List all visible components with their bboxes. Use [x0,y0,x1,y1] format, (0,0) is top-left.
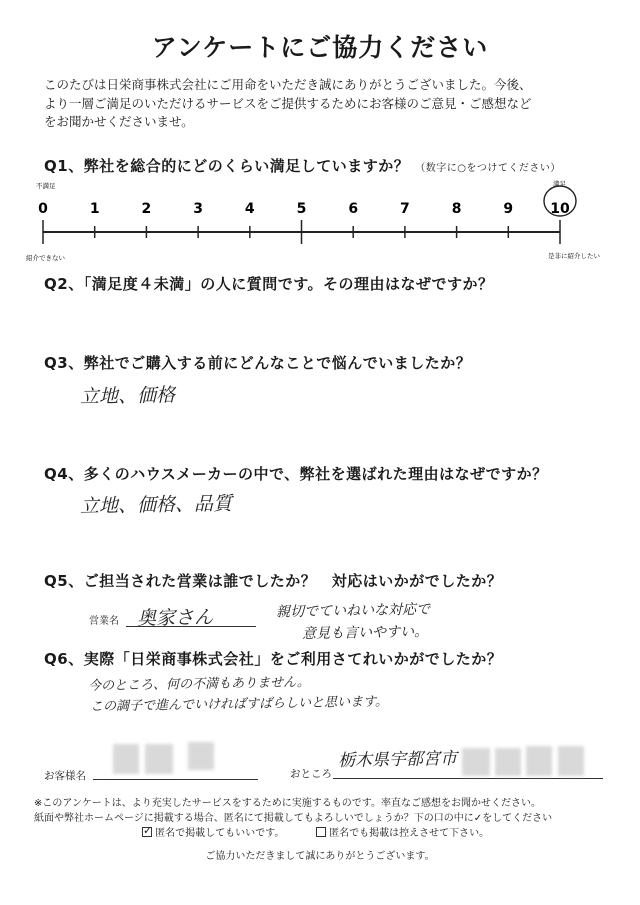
scale-number-0[interactable]: 0 [38,201,48,217]
scale-right-top-label: 満足 [553,180,566,188]
address-underline [333,778,603,779]
scale-number-9[interactable]: 9 [503,201,514,217]
page-title: アンケートにご協力ください [151,33,489,62]
question-3: Q3、弊社でご購入する前にどんなことで悩んでいましたか？ [44,354,472,372]
scale-number-10[interactable]: 10 [550,201,570,217]
consent-checkbox-ok[interactable] [142,824,153,837]
scale-number-1[interactable]: 1 [89,201,100,217]
answer-6-line-1: 今のところ、何の不満もありません。 [87,675,310,694]
scale-left-bottom-label: 紹介できない [26,254,65,262]
redacted-block [462,748,490,776]
satisfaction-scale[interactable] [0,176,640,271]
scale-number-8[interactable]: 8 [451,201,462,217]
scale-left-top-label: 不満足 [36,182,56,190]
consent-option-ok[interactable] [142,826,284,841]
notes [34,796,614,842]
intro-line: をお聞かせくださいませ。 [44,114,194,129]
redacted-block [145,744,173,774]
scale-number-3[interactable]: 3 [193,201,203,217]
staff-name-underline [126,626,256,627]
question-4: Q4、多くのハウスメーカーの中で、弊社を選ばれた理由はなぜですか？ [44,465,548,483]
staff-comment-line-2: 意見も言いやすい。 [301,623,429,643]
scale-number-4[interactable]: 4 [244,201,255,217]
question-1-label: Q1、弊社を総合的にどのくらい満足していますか？ [44,157,410,175]
scale-number-2[interactable]: 2 [141,201,152,217]
question-6: Q6、実際「日栄商事株式会社」をご利用さてれいかがでしたか？ [44,650,503,668]
redacted-block [558,746,584,776]
answer-6-line-2: この調子で進んでいければすばらしいと思います。 [89,694,389,715]
intro-text [44,76,604,132]
note-line: ※このアンケートは、より充実したサービスをするために実施するものです。率直なご感想をお聞かせください。 [34,798,541,809]
staff-name-label: 営業名 [89,616,119,627]
address-label: おところ [290,768,332,780]
intro-line: より一層ご満足のいただけるサービスをご提供するためにお客様のご意見・ご感想など [44,95,532,111]
scale-right-bottom-label: 是非に紹介したい [548,252,600,260]
redacted-block [188,742,214,770]
redacted-block [495,748,521,776]
question-1 [44,155,561,176]
consent-option-decline[interactable] [316,826,489,841]
consent-option-ok-label: 匿名で掲載してもいいです。 [155,828,285,839]
customer-name-label: お客様名 [44,770,86,782]
check-mark-icon: ✓ [143,824,153,837]
consent-options [34,826,614,842]
scale-number-7[interactable]: 7 [400,201,410,217]
thanks-text: ご協力いただきまして誠にありがとうございます。 [205,851,435,862]
scale-number-6[interactable]: 6 [348,201,359,217]
redacted-block [526,746,552,776]
customer-name-underline [93,779,258,780]
redacted-block [113,744,139,774]
question-5: Q5、ご担当された営業は誰でしたか？ 対応はいかがでしたか？ [44,572,503,590]
consent-checkbox-decline[interactable] [316,827,326,837]
question-1-note: （数字に○をつけてください） [415,163,561,174]
question-2: Q2、「満足度４未満」の人に質問です。その理由はなぜですか？ [44,275,494,293]
intro-line: このたびは日栄商事株式会社にご用命をいただき誠にありがとうございました。今後、 [44,77,532,92]
staff-comment-line-1: 親切でていねいな対応で [275,601,431,621]
staff-name-value: 奥家さん [136,606,214,630]
address-value: 栃木県宇都宮市 [337,748,458,772]
consent-option-decline-label: 匿名でも掲載は控えさせて下さい。 [329,828,490,839]
note-line: 紙面や弊社ホームページに掲載する場合、匿名にて掲載してもよろしいでしょうか？下の口の中に✓をしてください [34,813,553,824]
answer-4: 立地、価格、品質 [79,492,233,518]
scale-number-5[interactable]: 5 [296,201,307,217]
answer-3: 立地、価格 [79,384,176,408]
